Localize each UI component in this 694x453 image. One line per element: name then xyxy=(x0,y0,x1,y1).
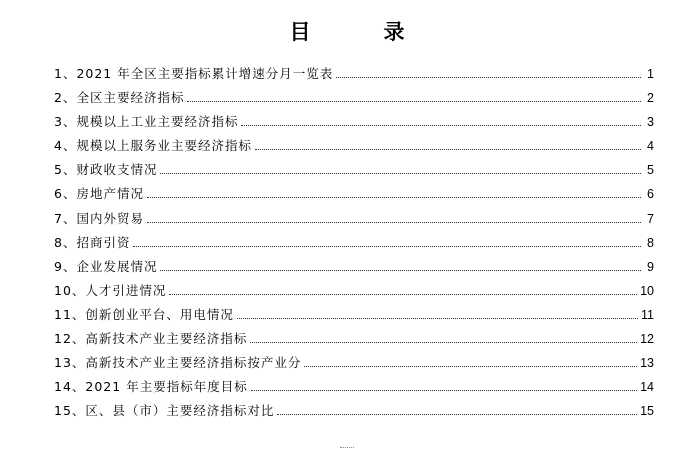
toc-entry-label: 12、高新技术产业主要经济指标 xyxy=(54,331,248,347)
toc-entry-label: 6、房地产情况 xyxy=(54,186,144,202)
toc-page-number: 12 xyxy=(640,332,654,347)
dot-leader xyxy=(255,148,641,150)
toc-entry[interactable] xyxy=(54,209,654,233)
toc-entry-label: 5、财政收支情况 xyxy=(54,162,158,178)
toc-entry-label: 15、区、县（市）主要经济指标对比 xyxy=(54,403,275,419)
toc-page-number: 10 xyxy=(640,283,654,298)
dot-leader xyxy=(277,413,637,415)
toc-page-number: 1 xyxy=(647,67,654,81)
toc-page-number: 7 xyxy=(647,211,654,226)
toc-page-number: 14 xyxy=(640,380,654,395)
toc-entry-label: 7、国内外贸易 xyxy=(54,210,144,226)
toc-page-number: 9 xyxy=(647,259,654,274)
toc-entry-label: 4、规模以上服务业主要经济指标 xyxy=(54,138,252,154)
toc-entry[interactable] xyxy=(54,353,654,377)
toc-entry[interactable] xyxy=(54,329,654,353)
toc-page-number: 6 xyxy=(647,187,654,202)
toc-entry-label: 11、创新创业平台、用电情况 xyxy=(54,306,234,322)
toc-entry-label: 2、全区主要经济指标 xyxy=(54,90,185,106)
toc-entry[interactable] xyxy=(54,377,654,401)
toc-entry-label: 10、人才引进情况 xyxy=(54,282,167,298)
toc-entry[interactable] xyxy=(54,160,654,184)
toc-entry[interactable] xyxy=(54,233,654,257)
dot-leader xyxy=(187,100,641,102)
toc-entry[interactable] xyxy=(54,136,654,160)
toc-entry-label: 13、高新技术产业主要经济指标按产业分 xyxy=(54,355,302,371)
dot-leader xyxy=(304,365,637,367)
dot-leader xyxy=(147,221,641,223)
dot-leader xyxy=(251,389,637,391)
toc-entry[interactable] xyxy=(54,112,654,136)
toc-page-number: 11 xyxy=(641,307,654,322)
toc-entry-label: 9、企业发展情况 xyxy=(54,258,158,274)
dot-leader xyxy=(237,317,638,319)
dot-leader xyxy=(133,245,641,247)
page-footer-mark xyxy=(340,446,354,448)
dot-leader xyxy=(160,269,641,271)
page-title: 目 录 xyxy=(289,20,431,44)
toc-page-number: 5 xyxy=(647,163,654,178)
toc-page-number: 13 xyxy=(640,356,654,371)
toc-entry[interactable] xyxy=(54,305,654,329)
toc-entry[interactable] xyxy=(54,281,654,305)
dot-leader xyxy=(169,293,637,295)
dot-leader xyxy=(241,124,641,126)
toc-page-number: 4 xyxy=(647,139,654,154)
toc-entry-label: 8、招商引资 xyxy=(54,234,131,250)
toc-page-number: 2 xyxy=(647,91,654,106)
toc-entry-label: 3、规模以上工业主要经济指标 xyxy=(54,114,239,130)
toc-entry[interactable] xyxy=(54,257,654,281)
toc-entry-label: 14、2021 年主要指标年度目标 xyxy=(54,379,248,395)
toc-entry[interactable] xyxy=(54,88,654,112)
dot-leader xyxy=(160,172,641,174)
toc-page-number: 15 xyxy=(640,404,654,419)
dot-leader xyxy=(336,76,641,78)
toc-entry-label: 1、2021 年全区主要指标累计增速分月一览表 xyxy=(54,66,334,81)
dot-leader xyxy=(250,341,637,343)
toc-entry[interactable] xyxy=(54,401,654,425)
toc-page-number: 8 xyxy=(647,235,654,250)
toc-entry[interactable] xyxy=(54,64,654,88)
dot-leader xyxy=(147,196,641,198)
table-of-contents xyxy=(54,64,654,425)
toc-page-number: 3 xyxy=(647,115,654,130)
toc-entry[interactable] xyxy=(54,184,654,208)
